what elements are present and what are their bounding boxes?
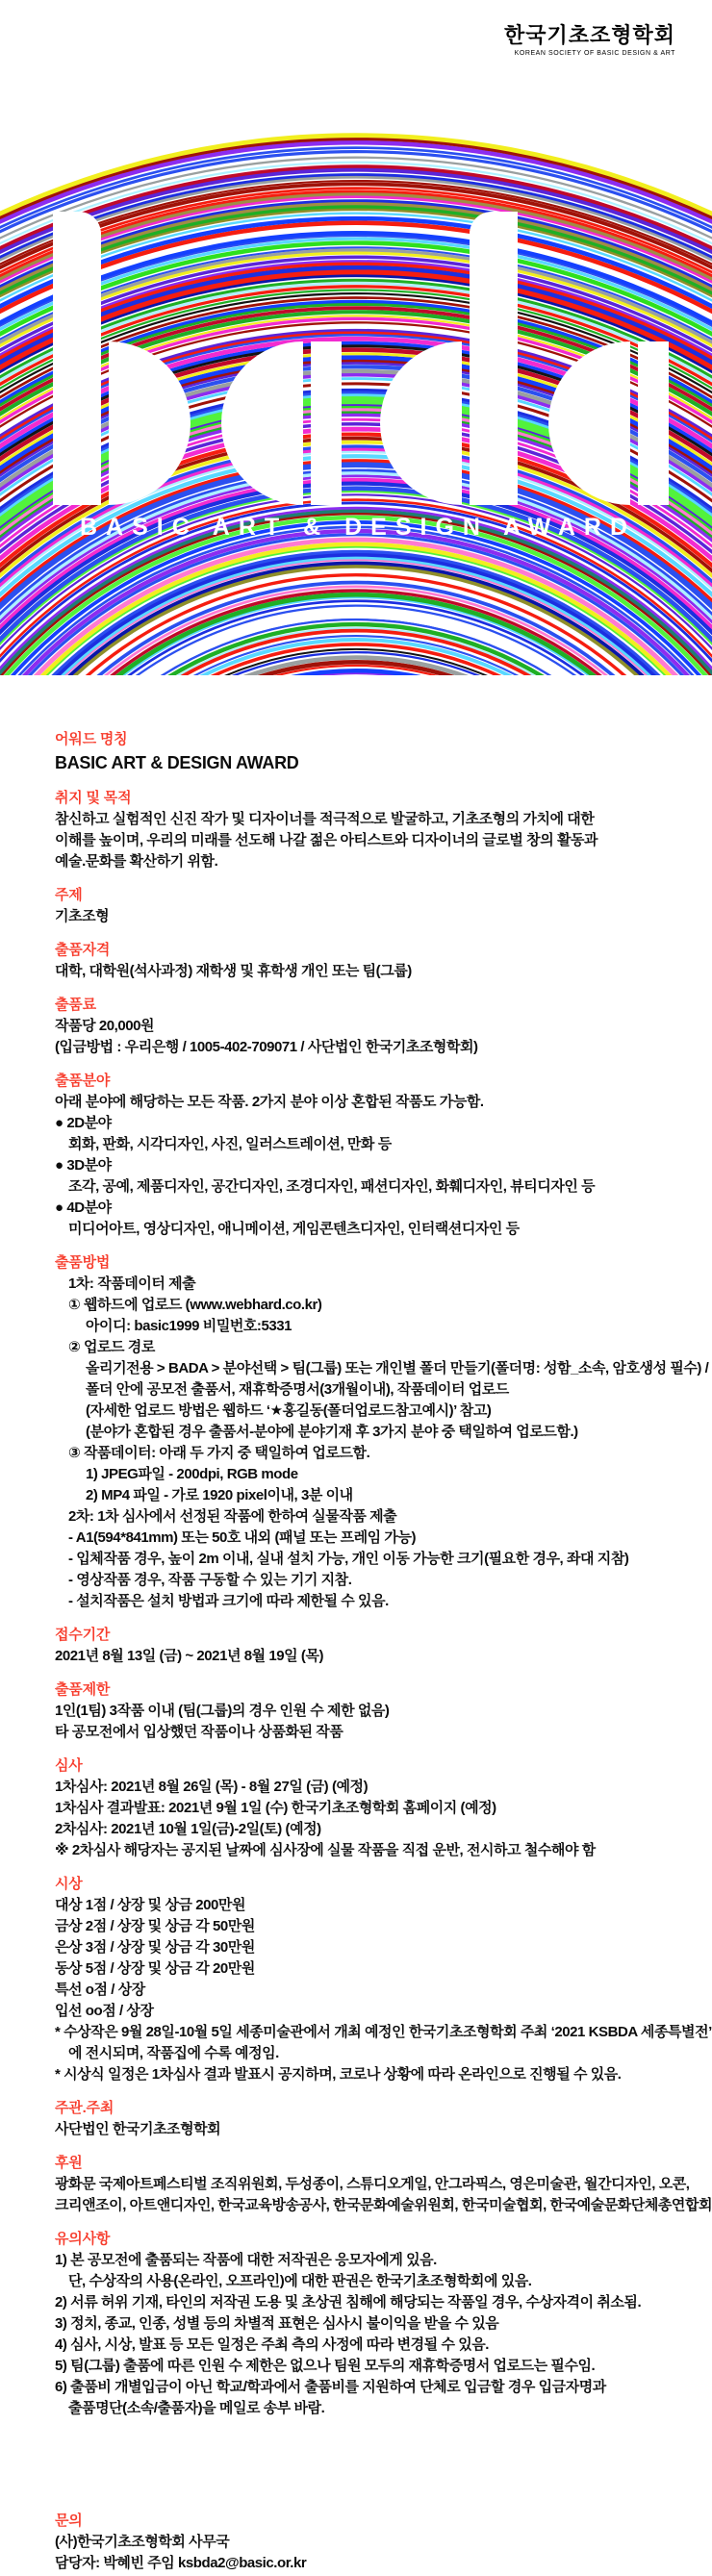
hero-artwork xyxy=(0,67,712,675)
section-lines xyxy=(55,1895,712,2085)
section-line: 2차: 1차 심사에서 선정된 작품에 한하여 실물작품 제출 xyxy=(68,1508,397,1525)
content xyxy=(55,729,712,2574)
section-heading: 출품분야 xyxy=(55,1073,111,1089)
section-heading: 접수기간 xyxy=(55,1627,111,1643)
section-line: 특선 o점 / 상장 xyxy=(55,1982,145,1998)
section-line: - 입체작품 경우, 높이 2m 이내, 실내 설치 가능, 개인 이동 가능한 크기(필요한 경우, 좌대 지참) xyxy=(68,1551,629,1567)
section-heading: 주제 xyxy=(55,887,83,903)
section-line: (분야가 혼합된 경우 출품서-분야에 분야기재 후 3가지 분야 중 택일하여 업로드함.) xyxy=(86,1424,578,1440)
section-line: * 수상작은 9월 28일-10월 5일 세종미술관에서 개최 예정인 한국기초조형학회 주최 ‘2021 KSBDA 세종특별전’ xyxy=(55,2024,712,2040)
section-line: - 설치작품은 설치 방법과 크기에 따라 제한될 수 있음. xyxy=(68,1593,389,1609)
section-line: - 영상작품 경우, 작품 구동할 수 있는 기기 지참. xyxy=(68,1572,352,1588)
section-lines xyxy=(55,2174,712,2216)
section-heading: 출품제한 xyxy=(55,1681,111,1698)
section-heading: 주관.주최 xyxy=(55,2100,114,2116)
section-line: * 시상식 일정은 1차심사 결과 발표시 공지하며, 코로나 상황에 따라 온라인으로 진행될 수 있음. xyxy=(55,2066,622,2083)
section-line: 1) JPEG파일 - 200dpi, RGB mode xyxy=(86,1466,298,1482)
section-line: 4) 심사, 시상, 발표 등 모든 일정은 주최 측의 사정에 따라 변경될 수 있음. xyxy=(55,2336,489,2353)
section-lines xyxy=(55,2119,690,2140)
section-heading: 출품방법 xyxy=(55,1254,111,1271)
section xyxy=(55,788,690,872)
section-line: 타 공모전에서 입상했던 작품이나 상품화된 작품 xyxy=(55,1724,343,1740)
section-heading: 후원 xyxy=(55,2155,83,2171)
section-line: 은상 3점 / 상장 및 상금 각 30만원 xyxy=(55,1939,255,1956)
section-line: 크리앤조이, 아트앤디자인, 한국교육방송공사, 한국문화예술위원회, 한국미술협회, 한국예술문화단체총연합회 xyxy=(55,2197,712,2213)
section-lines xyxy=(55,1777,690,1861)
section-heading: 문의 xyxy=(55,2513,83,2529)
section-line: 2021년 8월 13일 (금) ~ 2021년 8월 19일 (목) xyxy=(55,1648,324,1664)
section xyxy=(55,1252,709,1612)
section-line: 미디어아트, 영상디자인, 애니메이션, 게임콘텐츠디자인, 인터랙션디자인 등 xyxy=(68,1221,520,1237)
section-line: 아래 분야에 해당하는 모든 작품. 2가지 분야 이상 혼합된 작품도 가능함. xyxy=(55,1094,484,1110)
section xyxy=(55,2229,690,2419)
section-line: 2) MP4 파일 - 가로 1920 pixel이내, 3분 이내 xyxy=(86,1487,353,1503)
section xyxy=(55,1679,690,1743)
section-line: 이해를 높이며, 우리의 미래를 선도해 나갈 젊은 아티스트와 디자이너의 글로벌 창의 활동과 xyxy=(55,832,598,848)
section-line: ● 2D분야 xyxy=(55,1115,112,1131)
bada-letter-d-stem xyxy=(470,212,518,505)
section-line: 대학, 대학원(석사과정) 재학생 및 휴학생 개인 또는 팀(그룹) xyxy=(55,963,412,979)
section-line: 1차심사 결과발표: 2021년 9월 1일 (수) 한국기초조형학회 홈페이지 (예정) xyxy=(55,1800,496,1816)
section-line: 2) 서류 허위 기재, 타인의 저작권 도용 및 초상권 침해에 해당되는 작품일 경우, 수상자격이 취소됨. xyxy=(55,2294,642,2311)
section-line: - A1(594*841mm) 또는 50호 내외 (패널 또는 프레임 가능) xyxy=(68,1529,417,1546)
section-line: ② 업로드 경로 xyxy=(68,1339,155,1355)
section-lines xyxy=(55,2532,690,2574)
section-line: (사)한국기초조형학회 사무국 xyxy=(55,2534,230,2550)
section xyxy=(55,1625,690,1667)
section-heading: 유의사항 xyxy=(55,2231,111,2247)
section-line: 1차: 작품데이터 제출 xyxy=(68,1275,196,1292)
section-line: 출품명단(소속/출품자)을 메일로 송부 바람. xyxy=(68,2400,325,2416)
section-line: 대상 1점 / 상장 및 상금 200만원 xyxy=(55,1897,245,1913)
section-lines xyxy=(55,1016,690,1058)
section-line: ● 4D분야 xyxy=(55,1200,112,1216)
section-line: 광화문 국제아트페스티벌 조직위원회, 두성종이, 스튜디오게일, 안그라픽스, 영은미술관, 월간디자인, 오콘, xyxy=(55,2176,690,2192)
section-line: 5) 팀(그룹) 출품에 따른 인원 수 제한은 없으나 팀원 모두의 재휴학증명서 업로드는 필수임. xyxy=(55,2358,596,2374)
section-line: 입선 oo점 / 상장 xyxy=(55,2003,154,2019)
section xyxy=(55,2153,712,2216)
section-lines xyxy=(55,1701,690,1743)
section xyxy=(55,2511,690,2574)
section-line: 참신하고 실험적인 신진 작가 및 디자이너를 적극적으로 발굴하고, 기초조형의 가치에 대한 xyxy=(55,811,595,827)
section-line: 사단법인 한국기초조형학회 xyxy=(55,2121,221,2137)
section-line: 1차심사: 2021년 8월 26일 (목) - 8월 27일 (금) (예정) xyxy=(55,1779,369,1795)
section-line: 1) 본 공모전에 출품되는 작품에 대한 저작권은 응모자에게 있음. xyxy=(55,2252,437,2268)
section-lines xyxy=(55,1646,690,1667)
bada-letter-b-stem xyxy=(53,212,101,505)
section-lines xyxy=(55,1092,690,1240)
section-line: 회화, 판화, 시각디자인, 사진, 일러스트레이션, 만화 등 xyxy=(68,1136,392,1152)
section-line: 1인(1팀) 3작품 이내 (팀(그룹)의 경우 인원 수 제한 없음) xyxy=(55,1703,390,1719)
section-line: 3) 정치, 종교, 인종, 성별 등의 차별적 표현은 심사시 불이익을 받을 수 있음 xyxy=(55,2315,499,2332)
section-heading: 심사 xyxy=(55,1757,83,1774)
section-line: ③ 작품데이터: 아래 두 가지 중 택일하여 업로드함. xyxy=(68,1445,370,1461)
section-line: 예술.문화를 확산하기 위함. xyxy=(55,853,218,870)
section-line: 올리기전용 > BADA > 분야선택 > 팀(그룹) 또는 개인별 폴더 만들기(폴더명: 성함_소속, 암호생성 필수) / xyxy=(86,1360,709,1376)
section-line: 6) 출품비 개별입금이 아닌 학교/학과에서 출품비를 지원하여 단체로 입금할 경우 입금자명과 xyxy=(55,2379,606,2395)
hero-award-line: BASIC ART & DESIGN AWARD xyxy=(79,514,637,541)
section-lines xyxy=(55,2250,690,2419)
section-line: 에 전시되며, 작품집에 수록 예정임. xyxy=(68,2045,279,2061)
bada-letter-a1-stem xyxy=(311,341,342,505)
society-logo-english: KOREAN SOCIETY OF BASIC DESIGN & ART xyxy=(514,50,675,57)
section-line: ● 3D분야 xyxy=(55,1157,112,1174)
section-lines xyxy=(55,750,690,775)
section-heading: 출품자격 xyxy=(55,942,111,958)
section-line: 2차심사: 2021년 10월 1일(금)-2일(토) (예정) xyxy=(55,1821,321,1837)
section-line: ※ 2차심사 해당자는 공지된 날짜에 심사장에 실물 작품을 직접 운반, 전시하고 철수해야 함 xyxy=(55,1842,596,1858)
section-line: (자세한 업로드 방법은 웹하드 ‘★홍길동(폴더업로드참고예시)’ 참고) xyxy=(86,1402,492,1419)
section-line: (입금방법 : 우리은행 / 1005-402-709071 / 사단법인 한국기초조형학회) xyxy=(55,1039,478,1055)
bada-letter-a2-stem xyxy=(638,341,669,505)
section-line: 아이디: basic1999 비밀번호:5331 xyxy=(86,1318,292,1334)
section-line: 동상 5점 / 상장 및 상금 각 20만원 xyxy=(55,1960,255,1977)
section xyxy=(55,1755,690,1861)
section-line: 담당자: 박혜빈 주임 ksbda2@basic.or.kr xyxy=(55,2555,307,2571)
section xyxy=(55,1874,712,2085)
society-logo-korean: 한국기초조형학회 xyxy=(503,23,675,47)
section-line: 금상 2점 / 상장 및 상금 각 50만원 xyxy=(55,1918,255,1934)
section-heading: 출품료 xyxy=(55,997,96,1013)
section xyxy=(55,995,690,1058)
section-line: 조각, 공예, 제품디자인, 공간디자인, 조경디자인, 패션디자인, 화훼디자인, 뷰티디자인 등 xyxy=(68,1178,596,1195)
section-line: ① 웹하드에 업로드 (www.webhard.co.kr) xyxy=(68,1297,322,1313)
section xyxy=(55,729,690,775)
section-lines xyxy=(55,809,690,872)
section-lines xyxy=(55,906,690,927)
section xyxy=(55,940,690,982)
section-lines xyxy=(55,961,690,982)
section xyxy=(55,2098,690,2140)
section-heading: 시상 xyxy=(55,1876,83,1892)
section xyxy=(55,1071,690,1240)
society-logo xyxy=(504,23,675,57)
section-heading: 어워드 명칭 xyxy=(55,731,128,747)
section-line: 작품당 20,000원 xyxy=(55,1018,155,1034)
section-line: 단, 수상작의 사용(온라인, 오프라인)에 대한 판권은 한국기초조형학회에 있음. xyxy=(68,2273,532,2289)
section-line: 폴더 안에 공모전 출품서, 재휴학증명서(3개월이내), 작품데이터 업로드 xyxy=(86,1381,509,1398)
section-line: BASIC ART & DESIGN AWARD xyxy=(55,753,299,772)
section-lines xyxy=(55,1274,709,1612)
section xyxy=(55,885,690,927)
section-heading: 취지 및 목적 xyxy=(55,790,132,806)
section-line: 기초조형 xyxy=(55,908,110,924)
